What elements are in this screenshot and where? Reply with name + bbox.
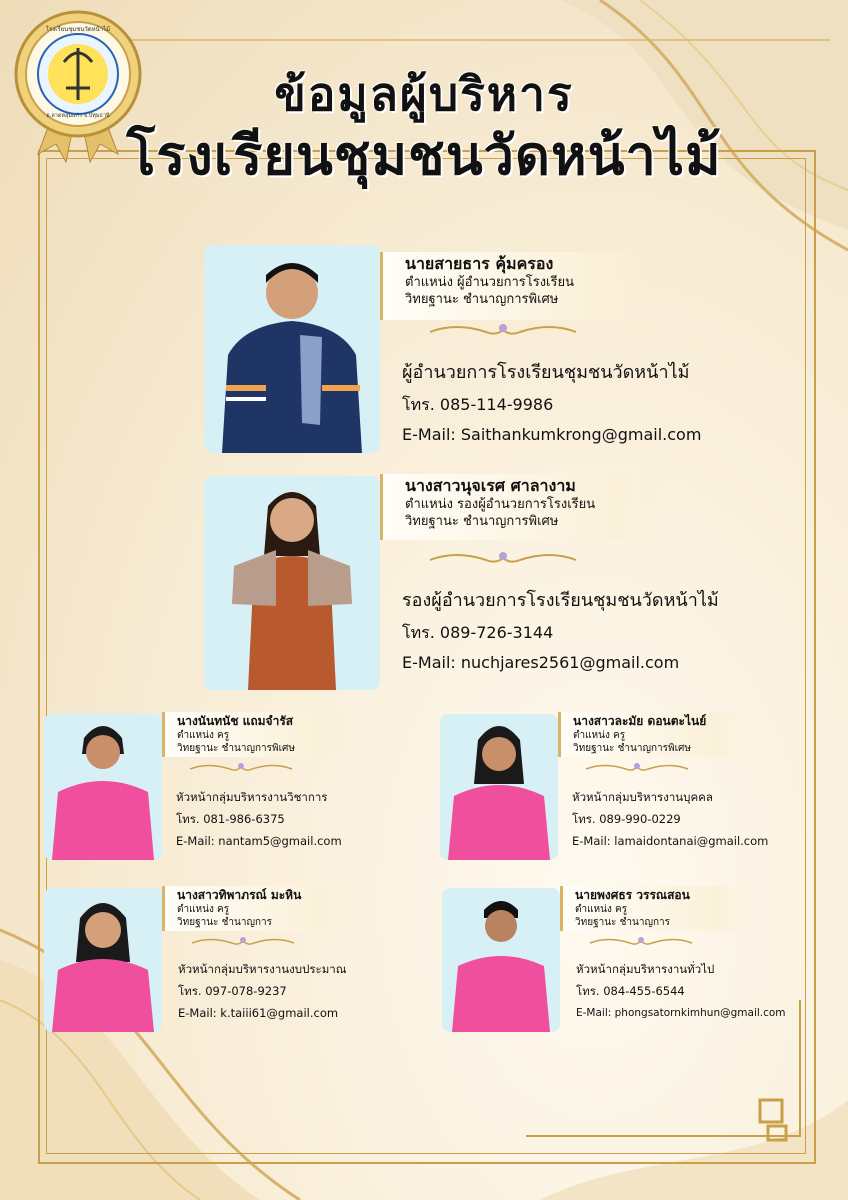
head-personnel-email[interactable]: E-Mail: lamaidontanai@gmail.com bbox=[572, 834, 769, 848]
head-general-photo bbox=[442, 888, 560, 1032]
head-budget-contact bbox=[178, 958, 346, 1024]
divider-ornament bbox=[584, 760, 690, 776]
director-role: ผู้อำนวยการโรงเรียนชุมชนวัดหน้าไม้ bbox=[402, 362, 690, 383]
divider-ornament bbox=[188, 760, 294, 776]
head-budget-name: นางสาวทิพาภรณ์ มะหิน bbox=[177, 888, 302, 902]
head-personnel-position: ตำแหน่ง ครู bbox=[573, 730, 626, 741]
director-phone: โทร. 085-114-9986 bbox=[402, 395, 554, 414]
head-academic-name-card bbox=[162, 712, 353, 757]
head-budget-position: ตำแหน่ง ครู bbox=[177, 904, 230, 915]
director-email[interactable]: E-Mail: Saithankumkrong@gmail.com bbox=[402, 425, 702, 444]
head-academic-contact bbox=[176, 786, 342, 852]
head-general-name-card bbox=[560, 886, 753, 931]
head-general-phone: โทร. 084-455-6544 bbox=[576, 984, 685, 998]
director-name: นายสายธาร คุ้มครอง bbox=[405, 254, 554, 273]
head-academic-rank: วิทยฐานะ ชำนาญการพิเศษ bbox=[177, 743, 295, 754]
director-rank: วิทยฐานะ ชำนาญการพิเศษ bbox=[405, 292, 559, 307]
deputy-phone: โทร. 089-726-3144 bbox=[402, 623, 554, 642]
head-personnel-photo bbox=[440, 714, 558, 860]
head-general-email[interactable]: E-Mail: phongsatornkimhun@gmail.com bbox=[576, 1007, 786, 1019]
head-general-portrait bbox=[442, 888, 560, 1032]
deputy-name-card bbox=[380, 474, 673, 540]
deputy-contact bbox=[402, 584, 719, 678]
divider-ornament bbox=[588, 934, 694, 950]
logo-ring-top-text: โรงเรียนชุมชนวัดหน้าไม้ bbox=[45, 26, 111, 33]
director-position: ตำแหน่ง ผู้อำนวยการโรงเรียน bbox=[405, 275, 574, 290]
head-academic-email[interactable]: E-Mail: nantam5@gmail.com bbox=[176, 834, 342, 848]
head-academic-portrait bbox=[44, 714, 162, 860]
deputy-email[interactable]: E-Mail: nuchjares2561@gmail.com bbox=[402, 653, 680, 672]
divider-ornament bbox=[426, 548, 580, 570]
director-contact bbox=[402, 356, 701, 450]
page-title-line1: ข้อมูลผู้บริหาร bbox=[274, 67, 574, 121]
head-personnel-role: หัวหน้ากลุ่มบริหารงานบุคคล bbox=[572, 790, 713, 804]
head-budget-role: หัวหน้ากลุ่มบริหารงานงบประมาณ bbox=[178, 962, 347, 976]
head-budget-portrait bbox=[44, 888, 162, 1032]
deputy-director-portrait bbox=[204, 476, 380, 690]
head-academic-role: หัวหน้ากลุ่มบริหารงานวิชาการ bbox=[176, 790, 328, 804]
head-academic-position: ตำแหน่ง ครู bbox=[177, 730, 230, 741]
head-budget-phone: โทร. 097-078-9237 bbox=[178, 984, 287, 998]
divider-ornament bbox=[190, 934, 296, 950]
head-academic-name: นางนันทนัช แถมจำรัส bbox=[177, 714, 294, 728]
head-budget-rank: วิทยฐานะ ชำนาญการ bbox=[177, 917, 272, 928]
deputy-name: นางสาวนุจเรศ ศาลางาม bbox=[405, 476, 576, 495]
director-portrait bbox=[204, 245, 380, 453]
head-personnel-name: นางสาวละมัย ดอนตะไนย์ bbox=[573, 714, 707, 728]
head-general-position: ตำแหน่ง ครู bbox=[575, 904, 628, 915]
head-personnel-portrait bbox=[440, 714, 558, 860]
head-general-role: หัวหน้ากลุ่มบริหารงานทั่วไป bbox=[576, 962, 715, 976]
head-academic-photo bbox=[44, 714, 162, 860]
head-personnel-rank: วิทยฐานะ ชำนาญการพิเศษ bbox=[573, 743, 691, 754]
head-personnel-contact bbox=[572, 786, 768, 852]
head-budget-email[interactable]: E-Mail: k.taiii61@gmail.com bbox=[178, 1006, 339, 1020]
page-title-line2: โรงเรียนชุมชนวัดหน้าไม้ bbox=[126, 123, 722, 187]
director-name-card bbox=[380, 252, 645, 320]
head-personnel-phone: โทร. 089-990-0229 bbox=[572, 812, 681, 826]
head-budget-name-card bbox=[162, 886, 357, 931]
deputy-director-photo bbox=[204, 476, 380, 690]
head-academic-phone: โทร. 081-986-6375 bbox=[176, 812, 285, 826]
deputy-rank: วิทยฐานะ ชำนาญการพิเศษ bbox=[405, 514, 559, 529]
deputy-position: ตำแหน่ง รองผู้อำนวยการโรงเรียน bbox=[405, 497, 596, 512]
divider-ornament bbox=[426, 320, 580, 342]
head-personnel-name-card bbox=[558, 712, 751, 757]
head-general-contact bbox=[576, 958, 786, 1024]
head-general-name: นายพงศธร วรรณสอน bbox=[575, 888, 690, 902]
head-general-rank: วิทยฐานะ ชำนาญการ bbox=[575, 917, 670, 928]
logo-ring-bottom-text: อ.ลาดหลุมแก้ว จ.ปทุมธานี bbox=[46, 113, 110, 119]
director-photo bbox=[204, 245, 380, 453]
deputy-role: รองผู้อำนวยการโรงเรียนชุมชนวัดหน้าไม้ bbox=[402, 590, 719, 611]
head-budget-photo bbox=[44, 888, 162, 1032]
